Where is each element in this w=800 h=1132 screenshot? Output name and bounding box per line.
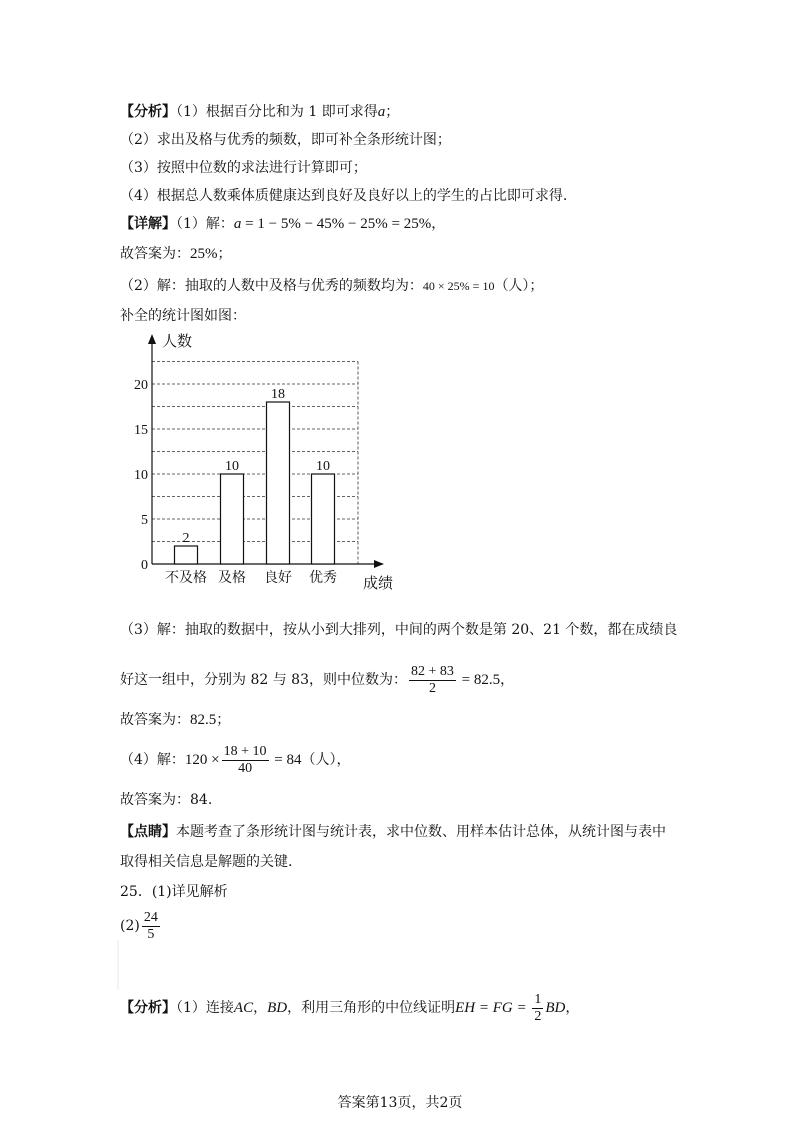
analysis-tag: 【分析】 — [120, 104, 176, 120]
category-label: 优秀 — [309, 571, 337, 586]
analysis2-tag: 【分析】 — [120, 1000, 176, 1016]
y-tick-label: 10 — [134, 468, 148, 483]
page-footer: 答案第13页，共2页 — [337, 1095, 463, 1111]
comment-line-2: 取得相关信息是解题的关键. — [120, 854, 293, 870]
bar-value-label: 18 — [271, 387, 285, 402]
estimate-fraction: $\frac{18 + 10}{40}$ — [223, 743, 267, 776]
analysis-line-3: （3）按照中位数的求法进行计算即可； — [120, 160, 367, 176]
bar — [267, 402, 290, 564]
answer-1: 故答案为：25%； — [120, 246, 232, 262]
y-tick-label: 0 — [141, 558, 148, 573]
detail-line-1: 【详解】（1）解：a = 1 − 5% − 45% − 25% = 25%， — [120, 216, 446, 232]
detail-line-4: （4）解：120 × $\frac{18 + 10}{40}$ = 84（人）， — [120, 743, 351, 776]
half-fraction: $\frac{1}{2}$ — [534, 991, 542, 1024]
q25-part2: (2) $\frac{24}{5}$ — [120, 909, 158, 942]
answer-4: 故答案为：84. — [120, 792, 213, 808]
x-axis-label: 成绩 — [363, 576, 394, 590]
analysis-line-1: 【分析】（1）根据百分比和为 1 即可求得a； — [120, 104, 400, 120]
bar — [312, 474, 335, 564]
detail-line-3a: （3）解：抽取的数据中，按从小到大排列，中间的两个数是第 20、21 个数，都在成绩良 — [120, 622, 678, 638]
bar — [221, 474, 244, 564]
category-label: 不及格 — [165, 571, 207, 586]
detail-line-2: （2）解：抽取的人数中及格与优秀的频数均为：40 × 25% = 10（人）； — [120, 278, 544, 294]
median-fraction: $\frac{82 + 83}{2}$ — [410, 663, 454, 696]
answer-3: 故答案为：82.5； — [120, 712, 231, 728]
y-axis-label: 人数 — [162, 334, 193, 350]
q25-fraction: $\frac{24}{5}$ — [143, 909, 158, 942]
chart-bars — [175, 402, 335, 564]
margin-mark — [117, 940, 119, 990]
analysis-line-2: （2）求出及格与优秀的频数，即可补全条形统计图； — [120, 132, 451, 148]
comment-tag: 【点睛】 — [120, 824, 176, 840]
analysis2-line: 【分析】（1）连接AC，BD，利用三角形的中位线证明EH = FG = $\frac{1}{2}$ BD， — [120, 991, 580, 1024]
detail-tag: 【详解】 — [120, 216, 176, 232]
bar-value-label: 10 — [225, 459, 239, 474]
chart-intro: 补全的统计图如图： — [120, 308, 246, 324]
detail-line-3b: 好这一组中，分别为 82 与 83，则中位数为： $\frac{82 + 83}{2}$ = 82.5， — [120, 663, 515, 696]
y-tick-label: 5 — [141, 513, 148, 528]
analysis-line-4: （4）根据总人数乘体质健康达到良好及良好以上的学生的占比即可求得. — [120, 188, 568, 204]
bar-value-label: 10 — [316, 459, 330, 474]
y-axis-arrow — [148, 334, 156, 344]
bar-chart — [120, 330, 420, 590]
bar — [175, 546, 198, 564]
x-axis-arrow — [374, 560, 384, 568]
chart-labels — [134, 333, 393, 590]
y-tick-label: 20 — [134, 378, 148, 393]
category-label: 良好 — [264, 571, 292, 586]
y-tick-label: 15 — [134, 423, 148, 438]
bar-value-label: 2 — [182, 531, 190, 546]
q25-header: 25．(1)详见解析 — [120, 884, 228, 900]
category-label: 及格 — [218, 571, 246, 586]
comment-line-1: 【点睛】本题考查了条形统计图与统计表，求中位数、用样本估计总体，从统计图与表中 — [120, 824, 666, 840]
